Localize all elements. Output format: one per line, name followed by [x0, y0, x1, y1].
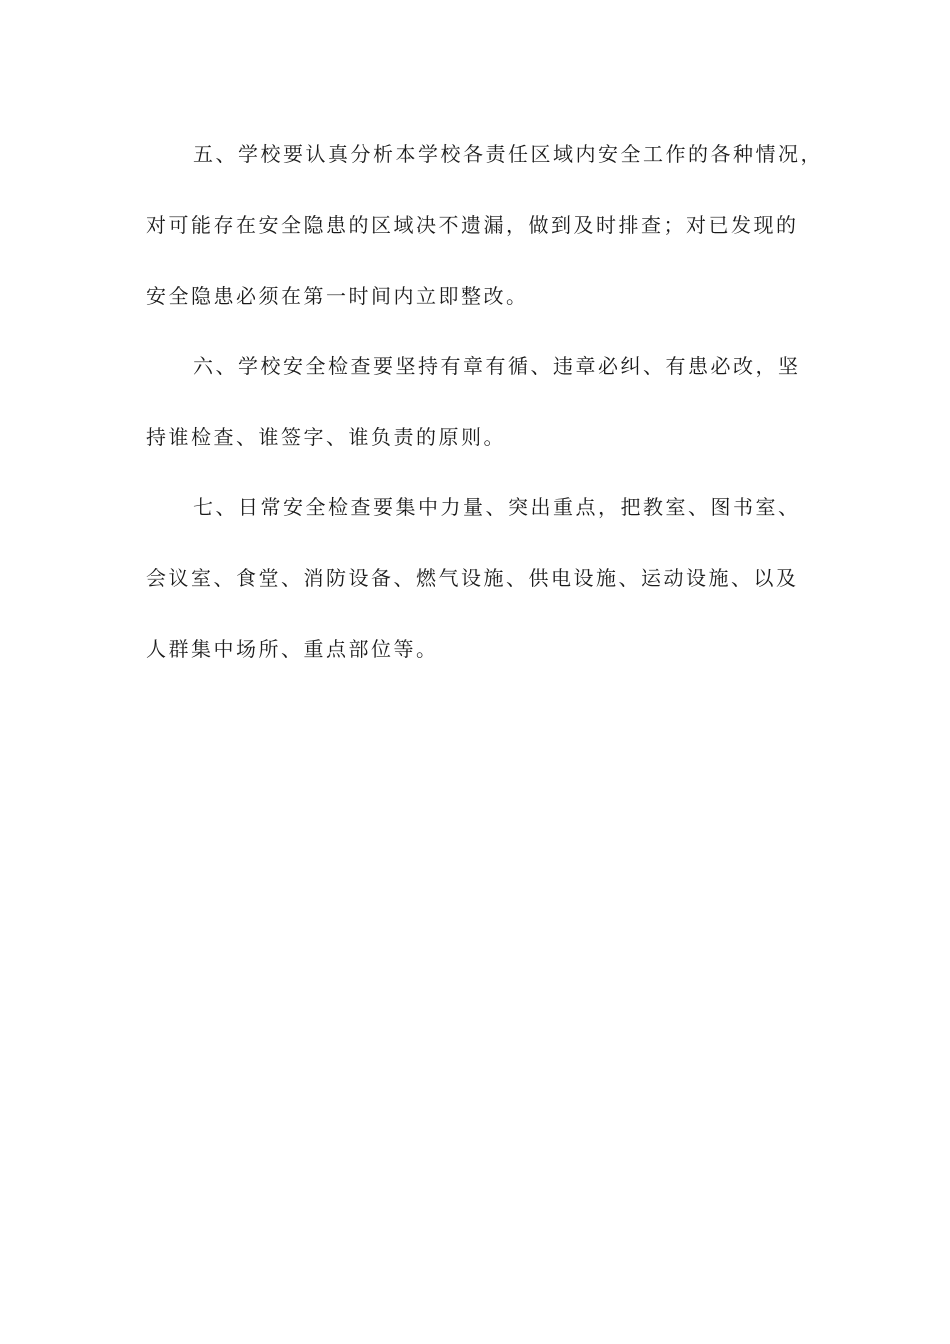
- paragraph-line: 会议室、食堂、消防设备、燃气设施、供电设施、运动设施、以及: [146, 566, 799, 590]
- paragraph-line: 对可能存在安全隐患的区域决不遗漏，做到及时排查；对已发现的: [146, 213, 799, 237]
- paragraph-line: 人群集中场所、重点部位等。: [146, 637, 439, 661]
- document-body: [146, 131, 823, 673]
- paragraph-line: 七、日常安全检查要集中力量、突出重点，把教室、图书室、: [193, 495, 801, 519]
- paragraph-6: [146, 343, 816, 461]
- paragraph-5: [146, 131, 823, 320]
- paragraph-7: [146, 484, 816, 673]
- paragraph-line: 安全隐患必须在第一时间内立即整改。: [146, 284, 529, 308]
- paragraph-line: 六、学校安全检查要坚持有章有循、违章必纠、有患必改，坚: [193, 354, 801, 378]
- paragraph-line: 五、学校要认真分析本学校各责任区域内安全工作的各种情况，: [193, 142, 823, 166]
- paragraph-line: 持谁检查、谁签字、谁负责的原则。: [146, 425, 506, 449]
